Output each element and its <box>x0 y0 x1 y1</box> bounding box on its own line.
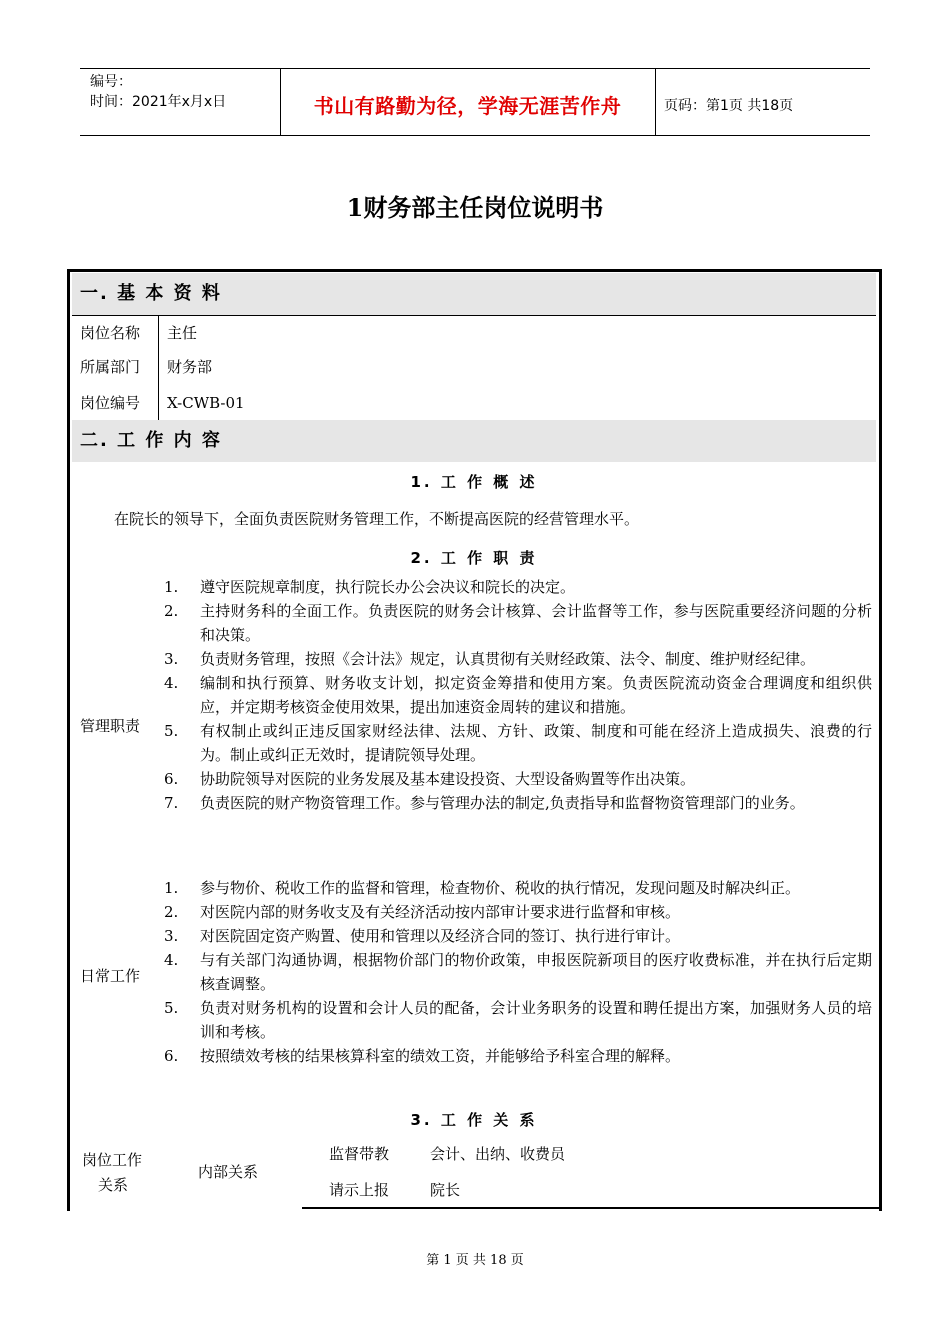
list-item: 1. 参与物价、税收工作的监督和管理，检查物价、税收的执行情况，发现问题及时解决纠正。 <box>164 879 801 897</box>
list-item: 2. 对医院内部的财务收支及有关经济活动按内部审计要求进行监督和审核。 <box>164 903 681 921</box>
list-item: 1. 遵守医院规章制度，执行院长办公会决议和院长的决定。 <box>164 578 576 596</box>
daily-work-list <box>164 876 872 1068</box>
relation-target: 院长 <box>430 1181 461 1199</box>
list-item: 3. 对医院固定资产购置、使用和管理以及经济合同的签订、执行进行审计。 <box>164 927 681 945</box>
list-item: 4. 与有关部门沟通协调，根据物价部门的物价政策，申报医院新项目的医疗收费标准，并在执行后定期核查调整。 <box>164 951 872 993</box>
document-number-label: 编号： <box>90 74 132 90</box>
relations-group-label: 关系 <box>98 1176 129 1194</box>
list-item: 2. 主持财务科的全面工作。负责医院的财务会计核算、会计监督等工作，参与医院重要经济问题的分析和决策。 <box>164 602 872 644</box>
list-item: 7. 负责医院的财产物资管理工作。参与管理办法的制定,负责指导和监督物资管理部门的业务。 <box>164 794 805 812</box>
duty-group-label-daily: 日常工作 <box>80 967 141 985</box>
list-item: 4. 编制和执行预算、财务收支计划，拟定资金筹措和使用方案。负责医院流动资金合理调度和组织供应，并定期考核资金使用效果，提出加速资金周转的建议和措施。 <box>164 674 872 716</box>
subsection-title-overview: 1. 工 作 概 述 <box>410 473 538 491</box>
relation-target: 会计、出纳、收费员 <box>430 1145 566 1163</box>
section-heading-basic-info: 一. 基 本 资 料 <box>72 273 876 315</box>
subsection-title-relations: 3. 工 作 关 系 <box>410 1111 538 1129</box>
document-date: 时间：2021年x月x日 <box>90 94 227 110</box>
list-item: 6. 协助院领导对医院的业务发展及基本建设投资、大型设备购置等作出决策。 <box>164 770 696 788</box>
list-item: 3. 负责财务管理，按照《会计法》规定，认真贯彻有关财经政策、法令、制度、维护财经纪律。 <box>164 650 816 668</box>
header-divider <box>655 69 656 135</box>
field-label: 岗位名称 <box>80 324 141 342</box>
field-label: 岗位编号 <box>80 394 141 412</box>
list-item: 5. 有权制止或纠正违反国家财经法律、法规、方针、政策、制度和可能在经济上造成损失、浪费的行为。制止或纠正无效时，提请院领导处理。 <box>164 722 872 764</box>
section-heading-work-content: 二. 工 作 内 容 <box>72 420 876 462</box>
motto-banner: 书山有路勤为径，学海无涯苦作舟 <box>313 94 622 118</box>
internal-relations-label: 内部关系 <box>198 1163 259 1181</box>
page-footer: 第 1 页 共 18 页 <box>426 1253 524 1268</box>
relations-bottom-rule <box>302 1207 880 1209</box>
field-label: 所属部门 <box>80 358 141 376</box>
list-item: 6. 按照绩效考核的结果核算科室的绩效工资，并能够给予科室合理的解释。 <box>164 1047 681 1065</box>
table-left-border <box>67 269 70 1211</box>
overview-text: 在院长的领导下，全面负责医院财务管理工作，不断提高医院的经营管理水平。 <box>114 510 640 528</box>
management-duties-list <box>164 575 872 815</box>
page-indicator: 页码：第1页 共18页 <box>664 98 794 114</box>
header-top-rule <box>80 68 870 69</box>
list-item: 5. 负责对财务机构的设置和会计人员的配备，会计业务职务的设置和聘任提出方案，加强财务人员的培训和考核。 <box>164 999 872 1041</box>
duty-group-label-management: 管理职责 <box>80 717 141 735</box>
field-value-department: 财务部 <box>167 358 213 376</box>
relation-type: 监督带教 <box>329 1145 390 1163</box>
subsection-title-duties: 2. 工 作 职 责 <box>410 549 538 567</box>
column-divider <box>158 316 159 420</box>
table-top-border <box>67 269 882 272</box>
header-bottom-rule <box>80 135 870 136</box>
row-divider <box>72 315 876 316</box>
field-value-position-code: X-CWB-01 <box>167 394 245 412</box>
relations-group-label: 岗位工作 <box>82 1151 143 1169</box>
page-title: 1财务部主任岗位说明书 <box>346 193 604 222</box>
relation-type: 请示上报 <box>329 1181 390 1199</box>
field-value-position-name: 主任 <box>167 324 198 342</box>
table-right-border <box>879 269 882 1211</box>
